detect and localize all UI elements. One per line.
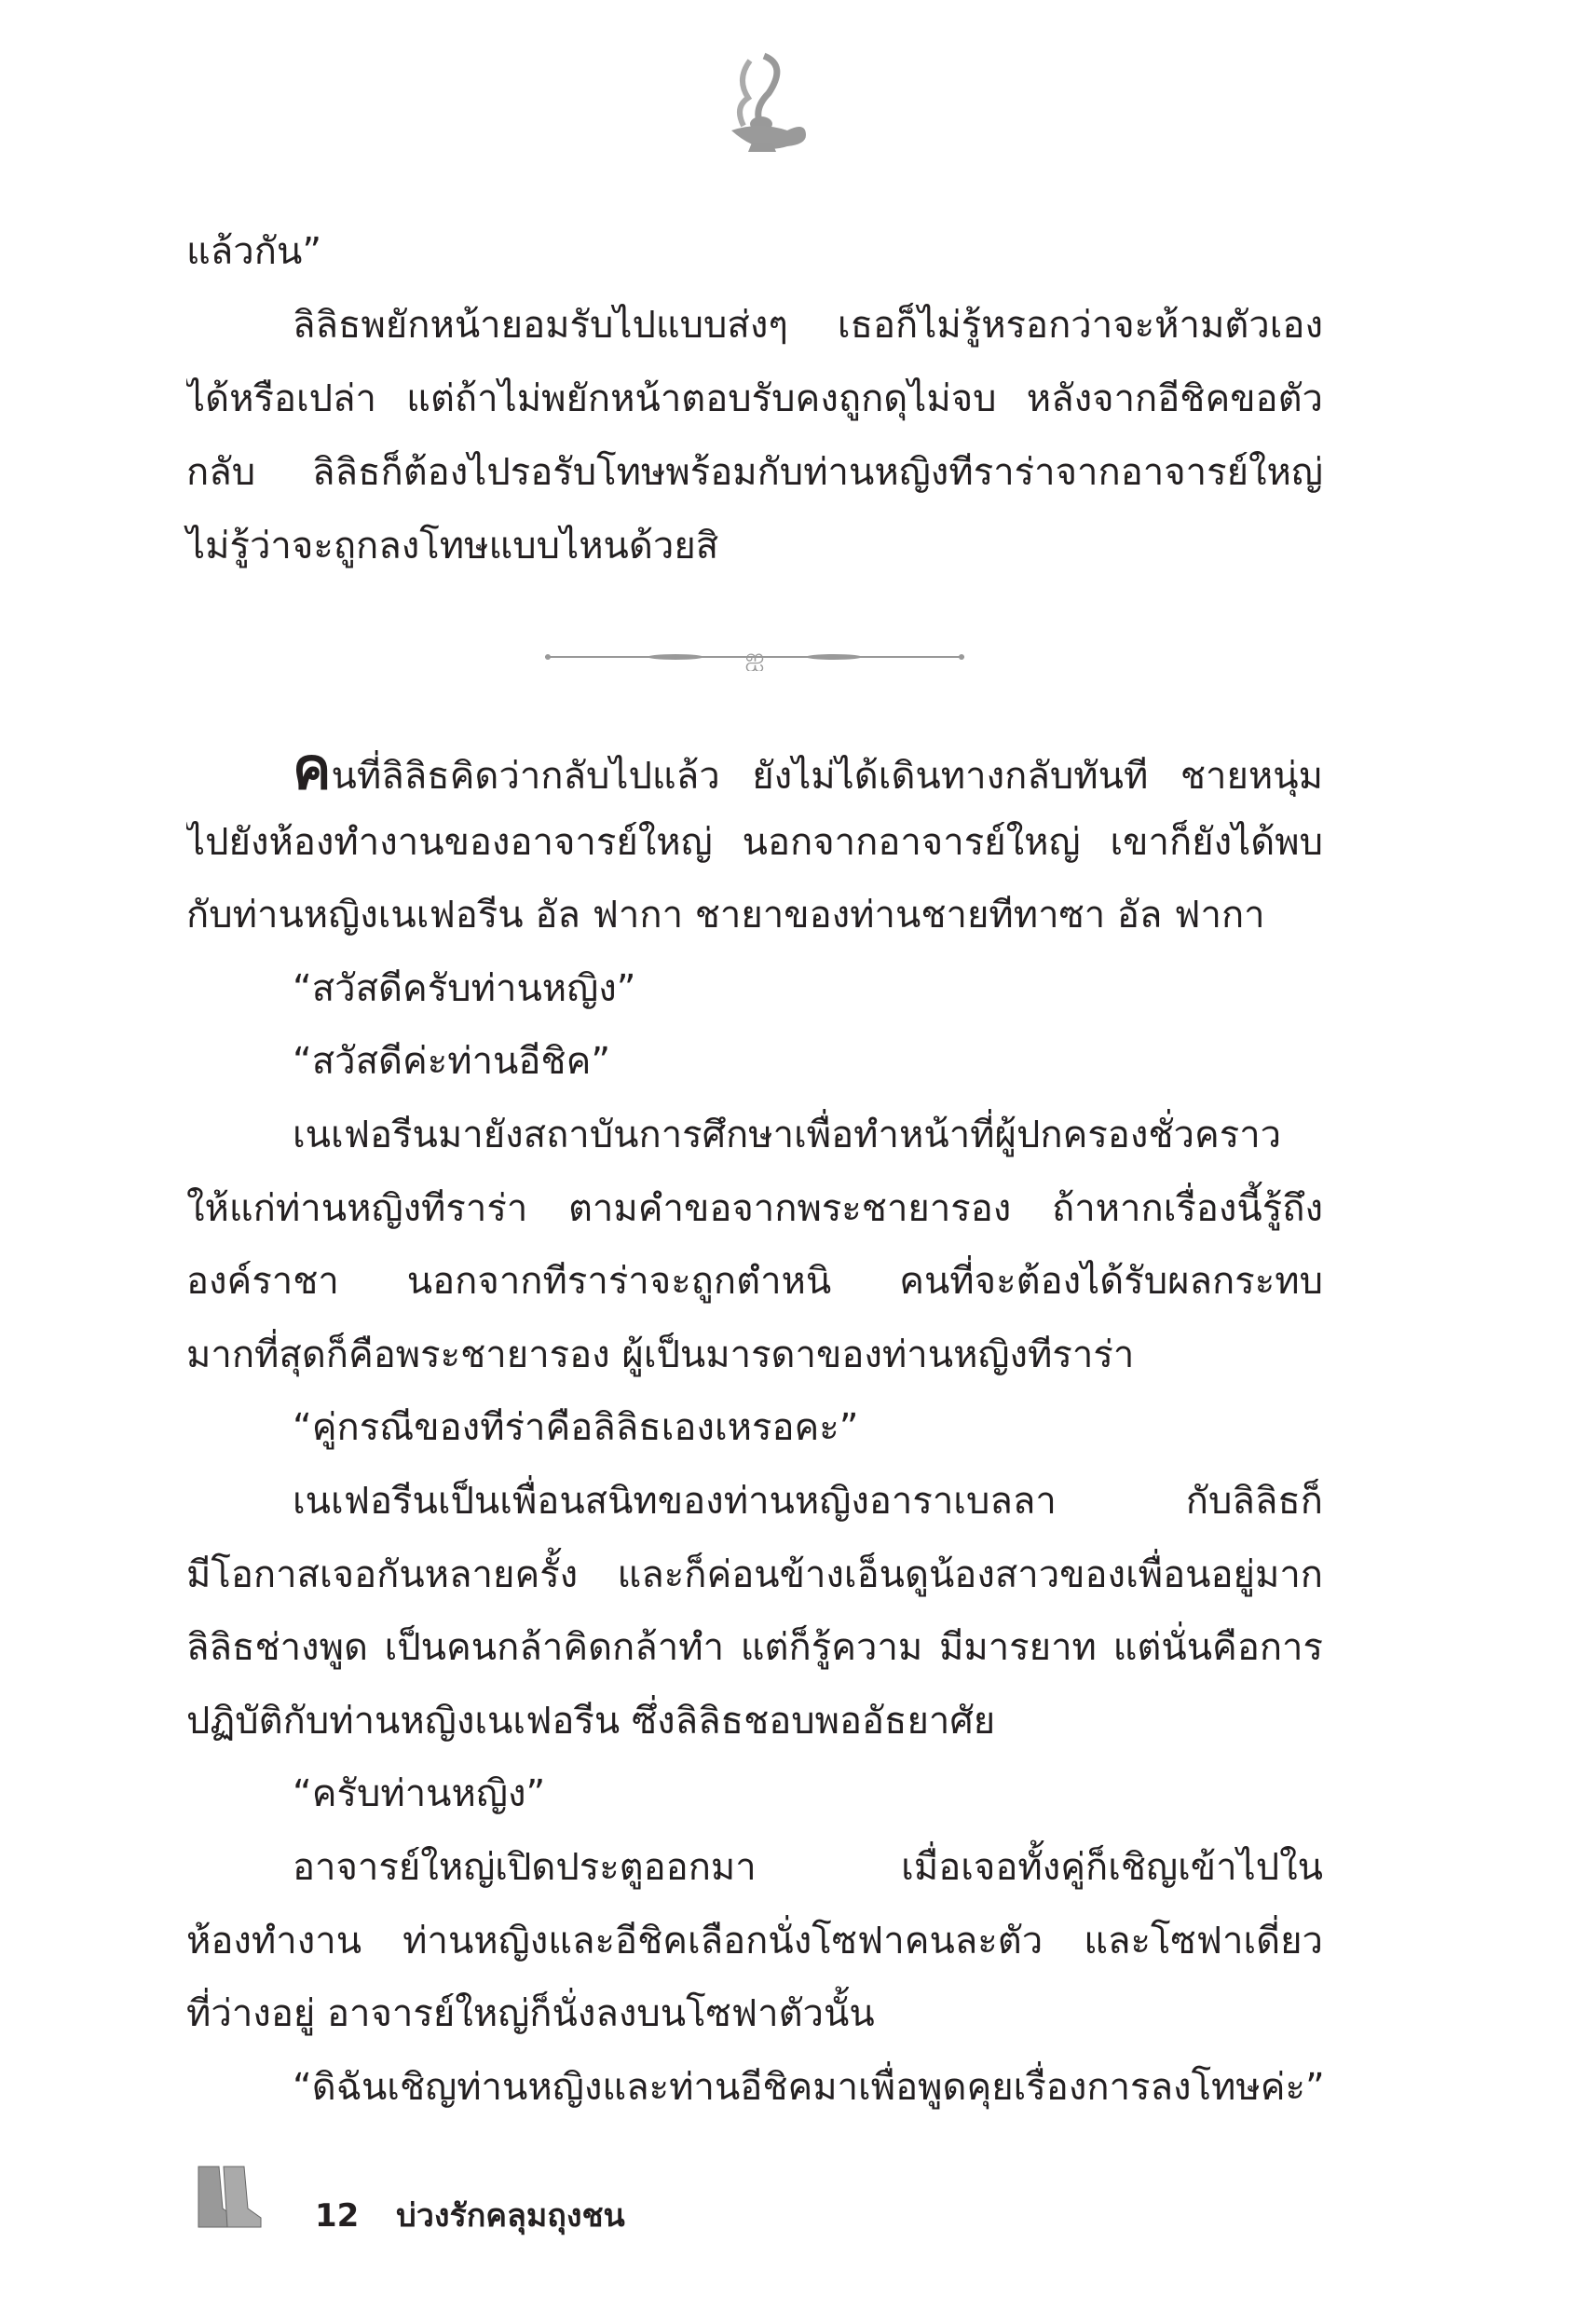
text-line (186, 1620, 1323, 1675)
text-line (293, 2059, 1323, 2115)
line-text: กับท่านหญิงเนเฟอรีน อัล ฟากา ชายาของท่านชายทีทาซา อัล ฟากา (186, 894, 1265, 937)
line-text: องค์ราชา นอกจากทีราร่าจะถูกตำหนิ คนที่จะต้องได้รับผลกระทบ (186, 1260, 1323, 1304)
text-line (293, 961, 1323, 1017)
line-text: ลิลิธพยักหน้ายอมรับไปแบบส่งๆ เธอก็ไม่รู้หรอกว่าจะห้ามตัวเอง (293, 304, 1323, 347)
line-text: “คู่กรณีของทีร่าคือลิลิธเองเหรอคะ” (293, 1406, 859, 1450)
line-text: ปฏิบัติกับท่านหญิงเนเฟอรีน ซึ่งลิลิธชอบพออัธยาศัย (186, 1699, 996, 1743)
line-text: “สวัสดีค่ะท่านอีชิค” (293, 1040, 611, 1084)
line-text: ไม่รู้ว่าจะถูกลงโทษแบบไหนด้วยสิ (186, 525, 719, 567)
text-line (186, 518, 1323, 574)
line-text: ไปยังห้องทำงานของอาจารย์ใหญ่ นอกจากอาจารย์ใหญ่ เขาก็ยังได้พบ (186, 820, 1323, 864)
page-footer (315, 2190, 651, 2240)
line-text: เนเฟอรีนมายังสถาบันการศึกษาเพื่อทำหน้าที่ผู้ปกครองชั่วคราว (293, 1114, 1282, 1156)
page-number: 12 (315, 2197, 360, 2235)
text-line (186, 444, 1323, 500)
line-text: ได้หรือเปล่า แต่ถ้าไม่พยักหน้าตอบรับคงถูกดุไม่จบ หลังจากอีชิคขอตัว (186, 377, 1323, 420)
text-line (186, 1547, 1323, 1603)
text-line (186, 814, 1323, 870)
line-text: “ครับท่านหญิง” (293, 1772, 546, 1816)
svg-text:ஐ: ஐ (744, 644, 765, 671)
text-line (293, 1033, 1323, 1089)
line-text: ลิลิธช่างพูด เป็นคนกล้าคิดกล้าทำ แต่ก็รู้ความ มีมารยาท แต่นั่นคือการ (186, 1626, 1323, 1670)
line-text: มีโอกาสเจอกันหลายครั้ง และก็ค่อนข้างเอ็นดูน้องสาวของเพื่อนอยู่มาก (186, 1552, 1323, 1596)
line-text: ที่ว่างอยู่ อาจารย์ใหญ่ก็นั่งลงบนโซฟาตัวนั้น (186, 1992, 875, 2036)
text-line (293, 1400, 1323, 1456)
ornamental-divider-icon (545, 643, 964, 671)
text-line (293, 1766, 1323, 1822)
text-line (293, 741, 1323, 797)
line-text: นที่ลิลิธคิดว่ากลับไปแล้ว ยังไม่ได้เดินทางกลับทันที ชายหนุ่ม (331, 755, 1323, 797)
line-text: “สวัสดีครับท่านหญิง” (293, 966, 636, 1010)
text-line (186, 371, 1323, 427)
text-line (186, 1181, 1323, 1237)
text-line (186, 1327, 1323, 1383)
cupid-genie-lamp-icon (694, 51, 815, 154)
line-text: “ดิฉันเชิญท่านหญิงและท่านอีชิคมาเพื่อพูดคุยเรื่องการลงโทษค่ะ” (293, 2065, 1325, 2109)
line-text: มากที่สุดก็คือพระชายารอง ผู้เป็นมารดาของท่านหญิงทีราร่า (186, 1333, 1135, 1376)
text-line (293, 297, 1323, 353)
line-text: ให้แก่ท่านหญิงทีราร่า ตามคำขอจากพระชายารอง ถ้าหากเรื่องนี้รู้ถึง (186, 1186, 1323, 1230)
line-text: ห้องทำงาน ท่านหญิงและอีชิคเลือกนั่งโซฟาคนละตัว และโซฟาเดี่ยว (186, 1919, 1323, 1962)
book-title: บ่วงรักคลุมถุงชน (396, 2197, 625, 2235)
text-line (293, 1107, 1323, 1163)
drop-cap: ค (293, 741, 332, 797)
text-line (186, 224, 1323, 280)
text-line (293, 1473, 1323, 1529)
line-text: แล้วกัน” (186, 230, 322, 273)
text-line (186, 1693, 1323, 1749)
line-text: เนเฟอรีนเป็นเพื่อนสนิทของท่านหญิงอาราเบลลา กับลิลิธก็ (293, 1480, 1323, 1523)
text-line (186, 1986, 1323, 2042)
text-line (186, 1253, 1323, 1309)
text-line (293, 1839, 1323, 1895)
line-text: อาจารย์ใหญ่เปิดประตูออกมา เมื่อเจอทั้งคู่ก็เชิญเข้าไปใน (293, 1846, 1323, 1889)
text-line (186, 887, 1323, 943)
boots-icon (191, 2162, 275, 2232)
line-text: กลับ ลิลิธก็ต้องไปรอรับโทษพร้อมกับท่านหญิงทีราร่าจากอาจารย์ใหญ่ (186, 451, 1323, 494)
text-line (186, 1913, 1323, 1969)
